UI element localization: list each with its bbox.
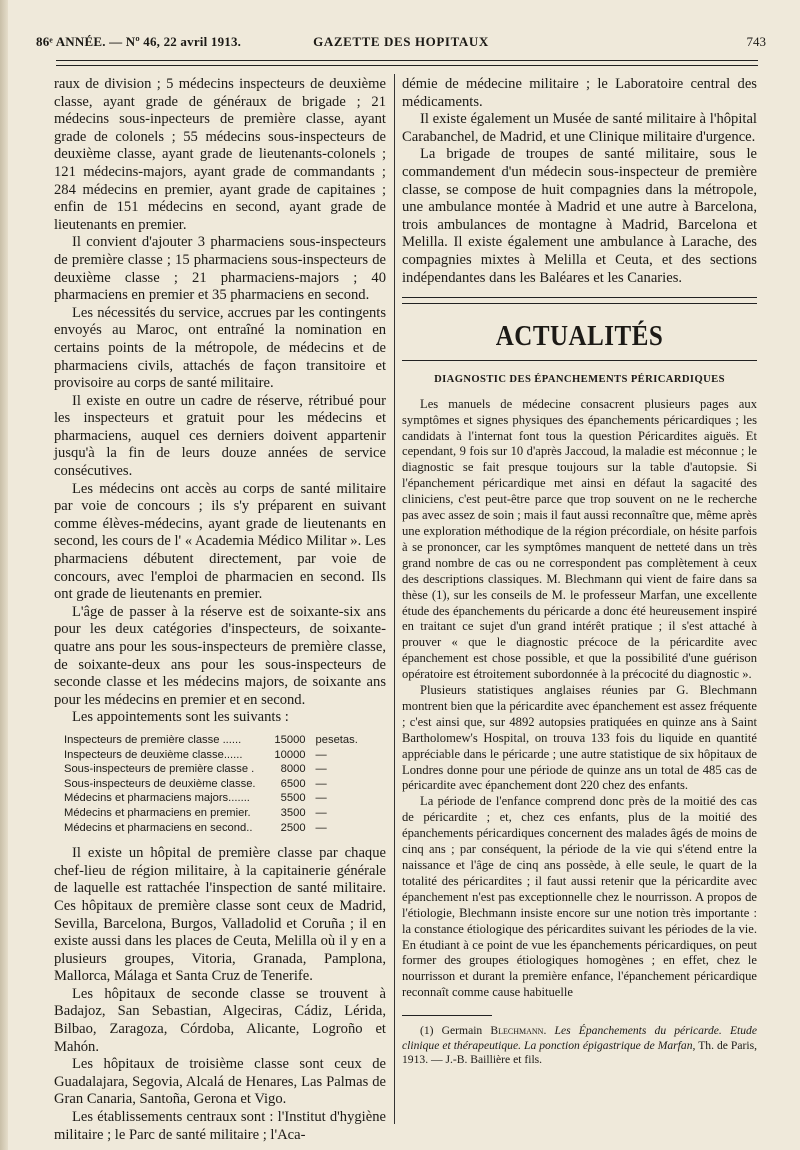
salary-amount: 10000 <box>274 748 306 761</box>
paragraph: Les hôpitaux de troisième classe sont ceux de Guadalajara, Segovia, Alcalá de Henares, Las Palmas de Gran Canaria, Santoña, Gerona et Vigo. <box>54 1056 386 1108</box>
salary-label: Médecins et pharmaciens majors....... <box>64 792 250 805</box>
salary-amount: 8000 <box>280 763 306 776</box>
article-body <box>402 397 757 1001</box>
table-row <box>64 821 358 836</box>
salary-currency: — <box>315 792 327 805</box>
salary-currency: — <box>315 806 327 819</box>
salary-label: Médecins et pharmaciens en premier. <box>64 806 251 819</box>
header-rule <box>56 60 758 66</box>
salary-currency: — <box>315 748 327 761</box>
salary-amount: 2500 <box>280 821 306 834</box>
paragraph: Plusieurs statistiques anglaises réunies par G. Blechmann montrent bien que la péricardite avec épanchement est assez fréquente ; c'est ainsi que, sur 4892 autopsies pratiquées en quinze ans à Saint Bartholomew's Hospital, on trouva 133 fois du liquide en quantité appréciable dans le péricarde ; une autre statistique de six hôpitaux de Londres donne pour une période de quinze ans un total de 485 cas de péricardite avec épanchement dont 220 chez des enfants. <box>402 683 757 793</box>
footnote <box>402 1024 757 1068</box>
table-row <box>64 806 358 821</box>
footnote-author: Blechmann. <box>490 1024 547 1038</box>
page-number: 743 <box>746 34 766 49</box>
salary-table <box>64 733 358 835</box>
journal-title: GAZETTE DES HOPITAUX <box>313 34 489 49</box>
salary-amount: 15000 <box>274 733 306 746</box>
section-title: ACTUALITÉS <box>495 321 664 353</box>
paragraph: Il existe un hôpital de première classe par chaque chef-lieu de région militaire, à la capitainerie générale de laquelle est rattachée l'inspection de santé militaire. Ces hôpitaux de première classe sont ceux de Madrid, Sevilla, Barcelona, Burgos, Valladolid et Coruña ; il en existe aussi dans les places de Ceuta, Melilla où il y en a plusieurs groupes, Vitoria, Granada, Pamplona, Mallorca, Málaga et Santa Cruz de Tenerife. <box>54 845 386 985</box>
paragraph: La période de l'enfance comprend donc près de la moitié des cas de péricardite ; et, chez ces enfants, plus de la moitié des épanchements péricardiques concernent des malades âgés de moins de cinq ans ; par conséquent, la période de la vie qui s'étend entre la naissance et l'âge de cinq ans possède, à elle seule, le quart de la totalité des péricardites ; il faut aussi retenir que la péricardite avec épanchement n'est pas exceptionnelle chez le nourrisson. A propos de l'étiologie, Blechmann insiste encore sur une notion très importante : la constance étiologique des péricardites suivant les périodes de la vie. En étudiant à ce point de vue les épanchements péricardiques, on peut former des groupes étiologiques homogènes ; en effet, chez le nourrisson et durant la première enfance, l'épanchement péricardique reconnaît comme cause habituelle <box>402 794 757 1000</box>
column-divider <box>394 74 395 1124</box>
paragraph: Les appointements sont les suivants : <box>72 709 289 726</box>
salary-label: Sous-inspecteurs de deuxième classe. <box>64 777 256 790</box>
paragraph: raux de division ; 5 médecins inspecteurs de deuxième classe, ayant grade de généraux de brigade ; 21 médecins sous-inpecteurs de première classe, ayant grade de colonels ; 55 médecins sous-inspecteurs de deuxième classe, ayant grade de lieutenants-colonels ; 121 médecins-majors, ayant grade de commandants ; 284 médecins en premier, ayant grade de capitaines ; enfin de 151 médecins en second, ayant grade de lieutenants en premier. <box>54 76 386 233</box>
table-row <box>64 748 358 763</box>
paragraph: Les médecins ont accès au corps de santé militaire par voie de concours ; ils s'y préparent en suivant comme élèves-médecins, ayant grade de lieutenants en second, les cours de l' « Academia Médico Militar ». Les pharmaciens débutent directement, par voie de concours, avec l'emploi de pharmacien en second. Ils ont grade de lieutenants en premier. <box>54 480 386 603</box>
footnote-rule <box>402 1015 492 1016</box>
paragraph: Les manuels de médecine consacrent plusieurs pages aux symptômes et signes physiques des épanchements péricardiques ; les candidats à l'internat font tous la question Péricardites aiguës. Et cependant, 9 fois sur 10 d'après Jaccoud, la maladie est méconnue ; le diagnostic se fait presque toujours sur la table d'autopsie. Si l'épanchement péricardique met ainsi en défaut la sagacité des cliniciens, c'est peut-être parce que trop souvent on ne le recherche pas avec assez de soin ; mais il faut aussi reconnaître que, même après une exploration méthodique de la région précordiale, on hésite parfois à se prononcer, car les symptômes manquent de netteté dans un très grand nombre de cas ou ne correspondent pas complètement à ceux des descriptions classiques. M. Blechmann qui vient de faire dans sa thèse (1), sur les conseils de M. le professeur Marfan, une excellente étude des épanchements du péricarde a donc été heureusement inspiré en traitant ce sujet d'un grand intérêt pratique ; il s'est attaché à prouver « que le diagnostic précoce de la péricardite avec épanchement est chose possible, et que la possibilité d'une guérison opératoire est étroitement subordonnée à la précocité du diagnostic ». <box>402 396 757 682</box>
salary-currency: — <box>315 777 327 790</box>
paragraph: démie de médecine militaire ; le Laboratoire central des médicaments. <box>402 76 757 110</box>
table-row <box>64 733 358 748</box>
paragraph: La brigade de troupes de santé militaire, sous le commandement d'un médecin sous-inspecteur de première classe, se compose de huit compagnies dans la métropole, une ambulance montée à Madrid et une autre à Barcelona, trois ambulances de montagne à Madrid, Barcelona et Melilla. Il existe également une ambulance à Larache, des compagnies mixtes à Melilla et Ceuta, et des sections indépendantes dans les Baléares et les Canaries. <box>402 146 757 286</box>
salary-label: Inspecteurs de première classe ...... <box>64 733 242 746</box>
paragraph: Il existe également un Musée de santé militaire à l'hôpital Carabanchel, de Madrid, et une Clinique militaire d'urgence. <box>402 111 757 145</box>
section-divider <box>402 360 757 361</box>
paragraph: Il existe en outre un cadre de réserve, rétribué pour les inspecteurs et gratuit pour les médecins et pharmaciens, auquel ces derniers doivent appartenir jusqu'à la fin de leurs douze années de service consécutives. <box>54 392 386 480</box>
paragraph: Les établissements centraux sont : l'Institut d'hygiène militaire ; le Parc de santé militaire ; l'Aca- <box>54 1109 386 1143</box>
left-column <box>54 76 386 1144</box>
footnote-title: Les Épanchements du péricarde. Etude clinique et thérapeutique. La ponction épigastrique de Marfan, <box>402 1024 757 1052</box>
salary-currency: — <box>315 763 327 776</box>
paragraph: Les hôpitaux de seconde classe se trouvent à Badajoz, San Sebastian, Algeciras, Cádiz, Lérida, Bilbao, Zaragoza, Córdoba, Alicante, Logroño et Mahón. <box>54 985 386 1055</box>
page-binding-edge <box>0 0 8 1150</box>
paragraph: Les nécessités du service, accrues par les contingents envoyés au Maroc, ont entraîné la nomination en certains points de la métropole, de médecins et de pharmaciens civils, attachés de façon transitoire et provisoire au corps de santé militaire. <box>54 304 386 392</box>
running-header <box>36 34 766 54</box>
salary-label: Inspecteurs de deuxième classe...... <box>64 748 243 761</box>
section-rule <box>402 297 757 304</box>
footnote-marker: (1) Germain <box>420 1024 491 1038</box>
table-row <box>64 791 358 806</box>
salary-amount: 3500 <box>280 806 306 819</box>
issue-info: 86ᵉ ANNÉE. — Nº 46, 22 avril 1913. <box>36 34 242 49</box>
right-column <box>402 76 757 1068</box>
paragraph: L'âge de passer à la réserve est de soixante-six ans pour les deux catégories d'inspecteurs, de soixante-quatre ans pour les sous-inspecteurs de première classe, de soixante-deux ans pour les sous-inspecteurs de seconde classe et les médecins majors, de soixante ans pour les médecins en premier et en second. <box>54 603 386 708</box>
salary-currency: — <box>315 821 327 834</box>
salary-label: Sous-inspecteurs de première classe . <box>64 763 255 776</box>
paragraph: Il convient d'ajouter 3 pharmaciens sous-inspecteurs de première classe ; 15 pharmaciens sous-inspecteurs de deuxième classe ; 21 pharmaciens-majors ; 40 pharmaciens en premier et 35 pharmaciens en second. <box>54 234 386 304</box>
footnote-source: Th. de Paris, 1913. — J.-B. Baillière et fils. <box>402 1038 757 1067</box>
table-row <box>64 762 358 777</box>
table-row <box>64 777 358 792</box>
article-title: DIAGNOSTIC DES ÉPANCHEMENTS PÉRICARDIQUES <box>434 374 725 386</box>
salary-currency: pesetas. <box>315 733 358 746</box>
salary-amount: 5500 <box>280 792 306 805</box>
salary-label: Médecins et pharmaciens en second.. <box>64 821 253 834</box>
salary-amount: 6500 <box>280 777 306 790</box>
